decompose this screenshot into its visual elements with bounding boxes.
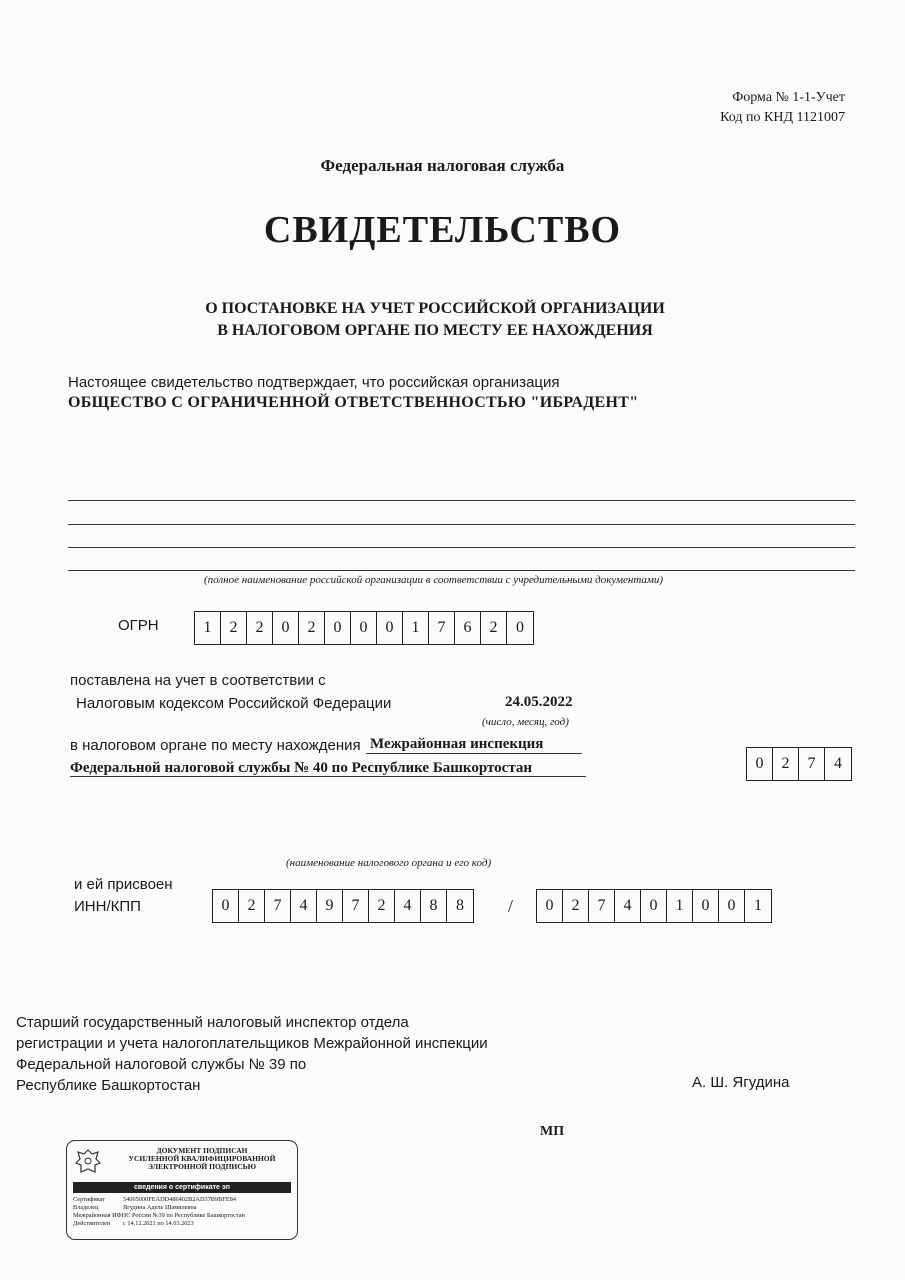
- signatory-line-4: Республике Башкортостан: [16, 1077, 201, 1094]
- stamp-heading: [111, 1147, 293, 1171]
- blank-line: [68, 570, 855, 571]
- digit-cell: 4: [834, 755, 842, 772]
- digit-cell: 0: [351, 612, 377, 644]
- digit-cell: 2: [247, 612, 273, 644]
- signatory-line-1: Старший государственный налоговый инспектор отдела: [16, 1014, 409, 1031]
- knd-code: Код по КНД 1121007: [720, 110, 845, 125]
- digit-cell: 2: [221, 612, 247, 644]
- stamp-heading-2: УСИЛЕННОЙ КВАЛИФИЦИРОВАННОЙ: [128, 1154, 276, 1163]
- owner-value: Ягудина Адель Шамилевна: [123, 1204, 197, 1211]
- digit-cell: 7: [265, 890, 291, 922]
- date-caption: (число, месяц, год): [482, 716, 569, 728]
- digit-cell: 0: [516, 619, 524, 636]
- inn-kpp-label-2: ИНН/КПП: [74, 898, 141, 915]
- agency-name: Федеральная налоговая служба: [320, 156, 565, 175]
- stamp-heading-1: ДОКУМЕНТ ПОДПИСАН: [156, 1146, 248, 1155]
- ogrn-cells: [194, 611, 534, 645]
- owner-row: [73, 1204, 245, 1212]
- digit-cell: 0: [213, 890, 239, 922]
- digit-cell: 0: [719, 890, 745, 922]
- digit-cell: 9: [317, 890, 343, 922]
- inn-cells: [212, 889, 474, 923]
- seal-mark: МП: [540, 1124, 565, 1139]
- tax-office-line: [366, 753, 582, 754]
- document-title: СВИДЕТЕЛЬСТВО: [263, 209, 622, 251]
- certificate-label: Сертификат: [73, 1196, 106, 1203]
- signatory-line-2: регистрации и учета налогоплательщиков Межрайонной инспекции: [16, 1035, 488, 1052]
- digit-cell: 8: [421, 890, 447, 922]
- form-info: [720, 88, 845, 128]
- tax-office-caption: (наименование налогового органа и его код): [286, 857, 492, 869]
- digit-cell: 7: [429, 612, 455, 644]
- digit-cell: 0: [537, 890, 563, 922]
- blank-line: [68, 500, 855, 501]
- digit-cell: 0: [325, 612, 351, 644]
- tax-office-name-part-1: Межрайонная инспекция: [370, 736, 544, 752]
- digit-cell: 8: [456, 897, 464, 914]
- digit-cell: 6: [455, 612, 481, 644]
- digit-cell: 4: [395, 890, 421, 922]
- document-subtitle: [0, 298, 870, 342]
- digit-cell: 0: [693, 890, 719, 922]
- digit-cell: 2: [563, 890, 589, 922]
- digit-cell: 2: [299, 612, 325, 644]
- subtitle-line-1: О ПОСТАНОВКЕ НА УЧЕТ РОССИЙСКОЙ ОРГАНИЗАЦИИ: [205, 300, 665, 317]
- digit-cell: 4: [291, 890, 317, 922]
- e-signature-stamp: [66, 1140, 298, 1240]
- organization-caption: (полное наименование российской организации в соответствии с учредительными документами): [204, 574, 664, 586]
- digit-cell: 4: [615, 890, 641, 922]
- certificate-value: 54065000FEADD486402B2AD37B9BFE84: [123, 1196, 237, 1203]
- inn-kpp-label-1: и ей присвоен: [74, 876, 173, 893]
- tax-office-name-part-2: Федеральной налоговой службы № 40 по Республике Башкортостан: [70, 760, 533, 776]
- intro-text: Настоящее свидетельство подтверждает, что российская организация: [68, 374, 560, 391]
- tax-office-prefix: в налоговом органе по месту нахождения: [70, 737, 361, 754]
- registration-date: 24.05.2022: [505, 694, 573, 710]
- emblem-icon: [73, 1147, 103, 1177]
- digit-cell: 1: [403, 612, 429, 644]
- digit-cell: 2: [369, 890, 395, 922]
- stamp-details: [73, 1196, 245, 1228]
- subtitle-line-2: В НАЛОГОВОМ ОРГАНЕ ПО МЕСТУ ЕЕ НАХОЖДЕНИЯ: [217, 322, 653, 339]
- inn-kpp-separator: /: [508, 896, 514, 916]
- kpp-cells: [536, 889, 772, 923]
- digit-cell: 1: [667, 890, 693, 922]
- digit-cell: 1: [754, 897, 762, 914]
- digit-cell: 7: [343, 890, 369, 922]
- stamp-heading-3: ЭЛЕКТРОННОЙ ПОДПИСЬЮ: [147, 1162, 257, 1171]
- form-number: Форма № 1-1-Учет: [732, 90, 845, 105]
- registration-line-1: поставлена на учет в соответствии с: [70, 672, 326, 689]
- digit-cell: 0: [377, 612, 403, 644]
- digit-cell: 2: [239, 890, 265, 922]
- tax-office-line: [70, 776, 586, 777]
- signatory-name: А. Ш. Ягудина: [692, 1074, 790, 1091]
- organization-name: ОБЩЕСТВО С ОГРАНИЧЕННОЙ ОТВЕТСТВЕННОСТЬЮ "ИБРАДЕНТ": [68, 394, 639, 411]
- tax-office-code-cells: [746, 747, 852, 781]
- registration-line-2: Налоговым кодексом Российской Федерации: [76, 695, 392, 712]
- digit-cell: 0: [747, 748, 773, 780]
- digit-cell: 0: [641, 890, 667, 922]
- validity-label: Действителен: [73, 1220, 111, 1227]
- stamp-bar: сведения о сертификате эп: [73, 1182, 291, 1193]
- ogrn-label: ОГРН: [118, 617, 159, 634]
- signatory-position: [16, 1012, 488, 1096]
- certificate-row: [73, 1196, 245, 1204]
- validity-row: [73, 1220, 245, 1228]
- digit-cell: 7: [799, 748, 825, 780]
- digit-cell: 1: [195, 612, 221, 644]
- blank-line: [68, 547, 855, 548]
- issuer: Межрайонная ИФНС России №39 по Республике Башкортостан: [73, 1212, 245, 1219]
- owner-label: Владелец: [73, 1204, 99, 1211]
- validity-value: с 14.12.2021 по 14.03.2023: [123, 1220, 194, 1227]
- signatory-line-3: Федеральной налоговой службы № 39 по: [16, 1056, 307, 1073]
- digit-cell: 0: [273, 612, 299, 644]
- digit-cell: 2: [773, 748, 799, 780]
- blank-line: [68, 524, 855, 525]
- digit-cell: 2: [481, 612, 507, 644]
- digit-cell: 7: [589, 890, 615, 922]
